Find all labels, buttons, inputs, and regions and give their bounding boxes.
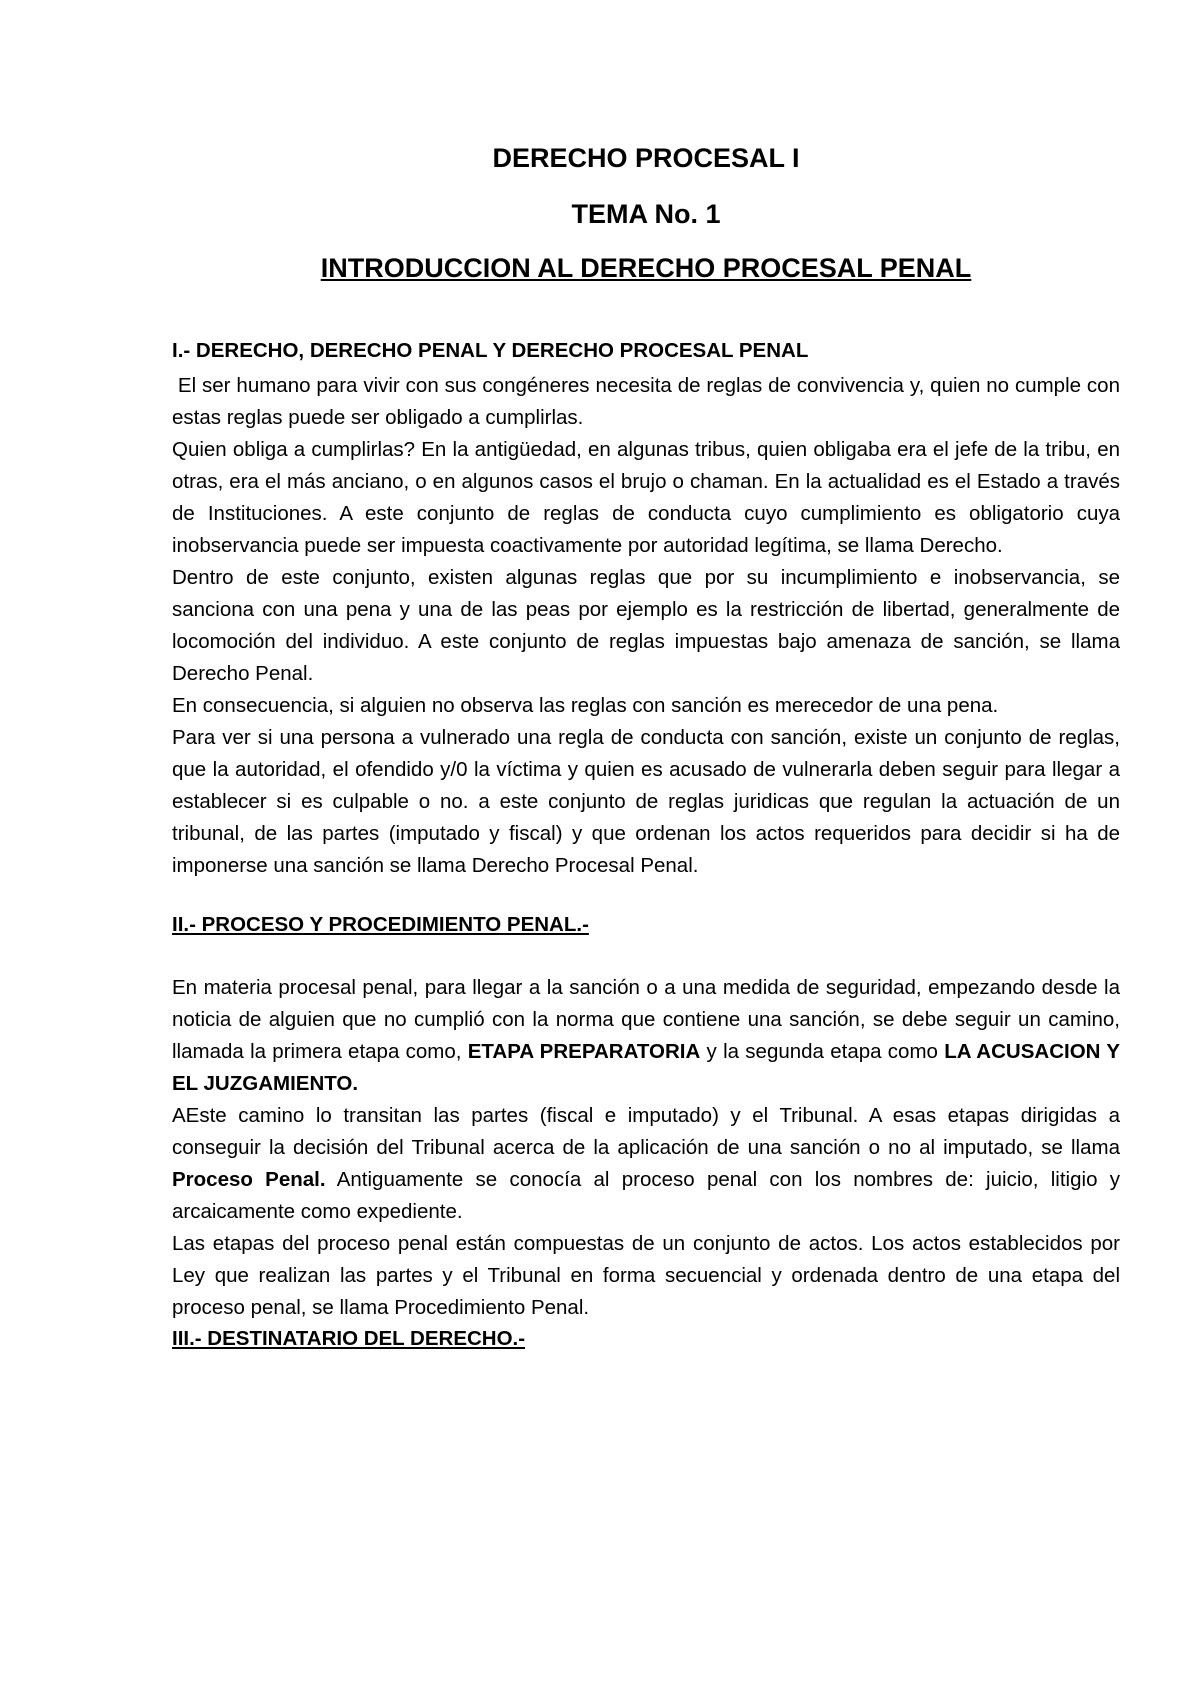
section-2-paragraph-2 [172, 1100, 1120, 1228]
section-3-heading: III.- DESTINATARIO DEL DERECHO.- [172, 1327, 526, 1350]
document-page [172, 142, 1126, 1354]
document-heading: INTRODUCCION AL DERECHO PROCESAL PENAL [320, 253, 972, 283]
document-title: DERECHO PROCESAL I [492, 143, 800, 173]
text-run: AEste camino lo transitan las partes (fiscal e imputado) y el Tribunal. A esas etapas dirigidas a conseguir la decisión del Tribunal acerca de la aplicación de una sanción o no al imputado, se llama [172, 1104, 1120, 1159]
section-1-paragraph-5: Para ver si una persona a vulnerado una regla de conducta con sanción, existe un conjunto de reglas, que la autoridad, el ofendido y/0 la víctima y quien es acusado de vulnerarla deben seguir para llegar a establecer si es culpable o no. a este conjunto de reglas juridicas que regulan la actuación de un tribunal, de las partes (imputado y fiscal) y que ordenan los actos requeridos para decidir si ha de imponerse una sanción se llama Derecho Procesal Penal. [172, 726, 1120, 877]
section-1-paragraph-4: En consecuencia, si alguien no observa las reglas con sanción es merecedor de una pena. [172, 694, 999, 717]
section-2-paragraph-3: Las etapas del proceso penal están compuestas de un conjunto de actos. Los actos establecidos por Ley que realizan las partes y el Tribunal en forma secuencial y ordenada dentro de una etapa del proceso penal, se llama Procedimiento Penal. [172, 1232, 1120, 1319]
text-run: En materia procesal penal, para llegar a la sanción o a una medida de seguridad, empezando desde la noticia de alguien que no cumplió con la norma que contiene una sanción, se debe seguir un camino, llamada la primera etapa como, [172, 976, 1120, 1063]
bold-term: ETAPA PREPARATORIA [467, 1040, 701, 1063]
section-1 [172, 336, 1126, 882]
text-run: y la segunda etapa como [700, 1040, 945, 1063]
section-2 [172, 910, 1120, 1324]
bold-term: LA ACUSACION Y EL JUZGAMIENTO. [172, 1040, 1121, 1095]
document-subtitle: TEMA No. 1 [571, 199, 721, 229]
section-1-heading: I.- DERECHO, DERECHO PENAL Y DERECHO PROCESAL PENAL [172, 339, 809, 362]
text-run: Antiguamente se conocía al proceso penal con los nombres de: juicio, litigio y arcaicamente como expediente. [172, 1168, 1120, 1223]
bold-term: Proceso Penal. [172, 1168, 326, 1191]
section-3 [172, 1324, 1120, 1354]
section-1-paragraph-2: Quien obliga a cumplirlas? En la antigüedad, en algunas tribus, quien obligaba era el jefe de la tribu, en otras, era el más anciano, o en algunos casos el brujo o chaman. En la actualidad es el Estado a través de Instituciones. A este conjunto de reglas de conducta cuyo cumplimiento es obligatorio cuya inobservancia puede ser impuesta coactivamente por autoridad legítima, se llama Derecho. [172, 438, 1120, 557]
section-2-heading: II.- PROCESO Y PROCEDIMIENTO PENAL.- [172, 913, 589, 936]
section-1-paragraph-3: Dentro de este conjunto, existen algunas reglas que por su incumplimiento e inobservancia, se sanciona con una pena y una de las peas por ejemplo es la restricción de libertad, generalmente de locomoción del individuo. A este conjunto de reglas impuestas bajo amenaza de sanción, se llama Derecho Penal. [172, 566, 1120, 685]
section-1-paragraph-1: El ser humano para vivir con sus congéneres necesita de reglas de convivencia y, quien no cumple con estas reglas puede ser obligado a cumplirlas. [172, 374, 1126, 429]
spacer [172, 940, 1120, 972]
spacer [172, 882, 1120, 910]
section-2-paragraph-1 [172, 972, 1120, 1100]
